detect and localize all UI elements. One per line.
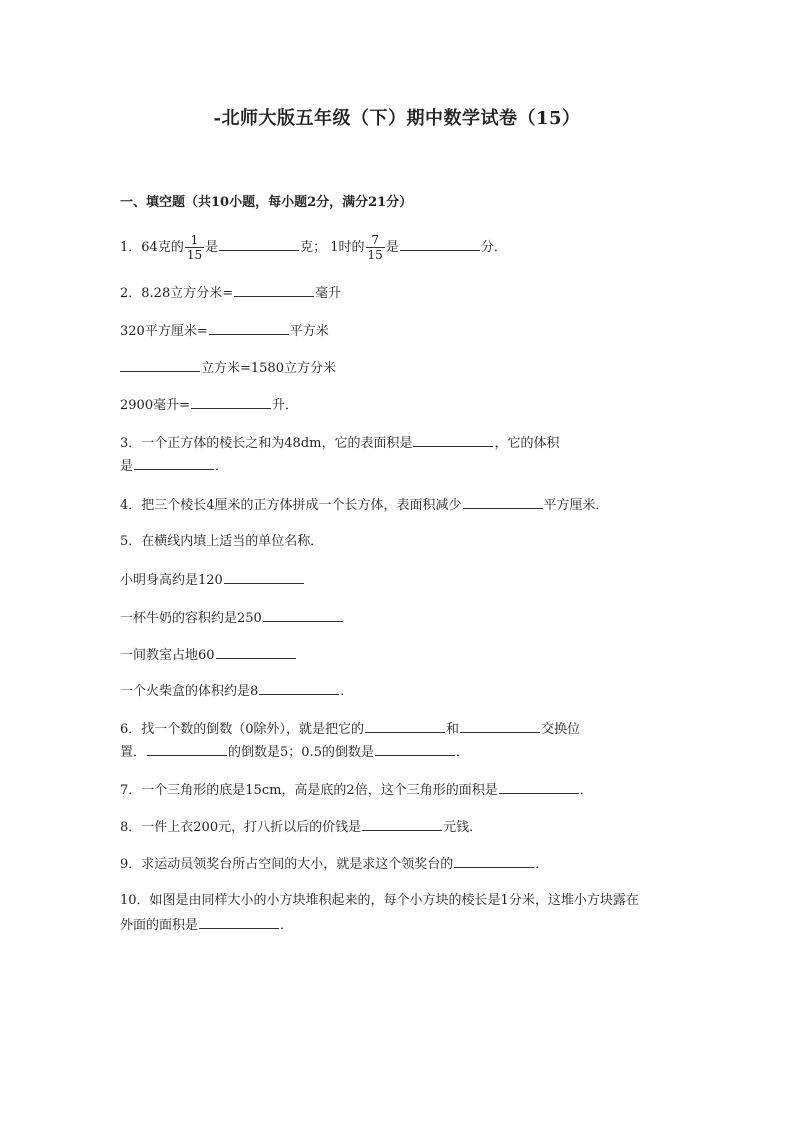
question-7: 7．一个三角形的底是15cm，高是底的2倍，这个三角形的面积是 ． bbox=[120, 779, 593, 801]
question-2-line-3: 立方米=1580立方分米 bbox=[120, 357, 336, 379]
answer-blank[interactable] bbox=[263, 607, 343, 622]
question-10-line-2: 外面的面积是 ． bbox=[120, 914, 293, 936]
question-2-line-4: 2900毫升= 升． bbox=[120, 394, 298, 416]
question-6-line-1: 6．找一个数的倒数（0除外），就是把它的 和 交换位 bbox=[120, 718, 580, 740]
question-2-line-1: 2．8.28立方分米= 毫升 bbox=[120, 282, 341, 304]
question-5: 5．在横线内填上适当的单位名称． bbox=[120, 534, 324, 549]
answer-blank[interactable] bbox=[413, 432, 493, 447]
answer-blank[interactable] bbox=[375, 741, 455, 756]
question-10-line-1: 10．如图是由同样大小的小方块堆积起来的，每个小方块的棱长是1分米，这堆小方块露在 bbox=[120, 893, 639, 908]
question-8: 8．一件上衣200元，打八折以后的价钱是 元钱． bbox=[120, 816, 482, 838]
question-3-line-1: 3．一个正方体的棱长之和为48dm，它的表面积是 ，它的体积 bbox=[120, 432, 559, 454]
answer-blank[interactable] bbox=[199, 914, 279, 929]
answer-blank[interactable] bbox=[209, 320, 289, 335]
question-5-item-3: 一间教室占地60 bbox=[120, 644, 297, 666]
answer-blank[interactable] bbox=[216, 644, 296, 659]
answer-blank[interactable] bbox=[463, 494, 543, 509]
question-9: 9．求运动员领奖台所占空间的大小，就是求这个领奖台的 ． bbox=[120, 853, 548, 875]
question-4: 4．把三个棱长4厘米的正方体拼成一个长方体，表面积减少 平方厘米． bbox=[120, 494, 609, 516]
page-title: -北师大版五年级（下）期中数学试卷（15） bbox=[213, 108, 581, 129]
answer-blank[interactable] bbox=[147, 741, 227, 756]
answer-blank[interactable] bbox=[400, 236, 480, 251]
section-heading-fill-in: 一、填空题（共10小题，每小题2分，满分21分） bbox=[120, 195, 413, 210]
answer-blank[interactable] bbox=[499, 779, 579, 794]
question-3-line-2: 是 ． bbox=[120, 455, 228, 477]
question-1: 1．64克的 $\frac{1}{15}$ 是 克； 1时的 $\frac{7}{15}$ 是 分． bbox=[120, 233, 507, 262]
question-5-item-1: 小明身高约是120 bbox=[120, 569, 305, 591]
answer-blank[interactable] bbox=[224, 569, 304, 584]
fraction-1-15: $\frac{1}{15}$ bbox=[186, 233, 203, 262]
answer-blank[interactable] bbox=[460, 718, 540, 733]
question-2-line-2: 320平方厘米= 平方米 bbox=[120, 320, 329, 342]
answer-blank[interactable] bbox=[120, 357, 200, 372]
fraction-7-15: $\frac{7}{15}$ bbox=[367, 233, 383, 262]
answer-blank[interactable] bbox=[259, 680, 339, 695]
question-5-item-2: 一杯牛奶的容积约是250 bbox=[120, 607, 344, 629]
answer-blank[interactable] bbox=[454, 853, 534, 868]
answer-blank[interactable] bbox=[365, 718, 445, 733]
answer-blank[interactable] bbox=[219, 236, 299, 251]
answer-blank[interactable] bbox=[191, 394, 271, 409]
answer-blank[interactable] bbox=[362, 816, 442, 831]
answer-blank[interactable] bbox=[134, 455, 214, 470]
answer-blank[interactable] bbox=[234, 282, 314, 297]
question-6-line-2: 置． 的倒数是5；0.5的倒数是 ． bbox=[120, 741, 469, 763]
question-5-item-4: 一个火柴盒的体积约是8 ． bbox=[120, 680, 353, 702]
